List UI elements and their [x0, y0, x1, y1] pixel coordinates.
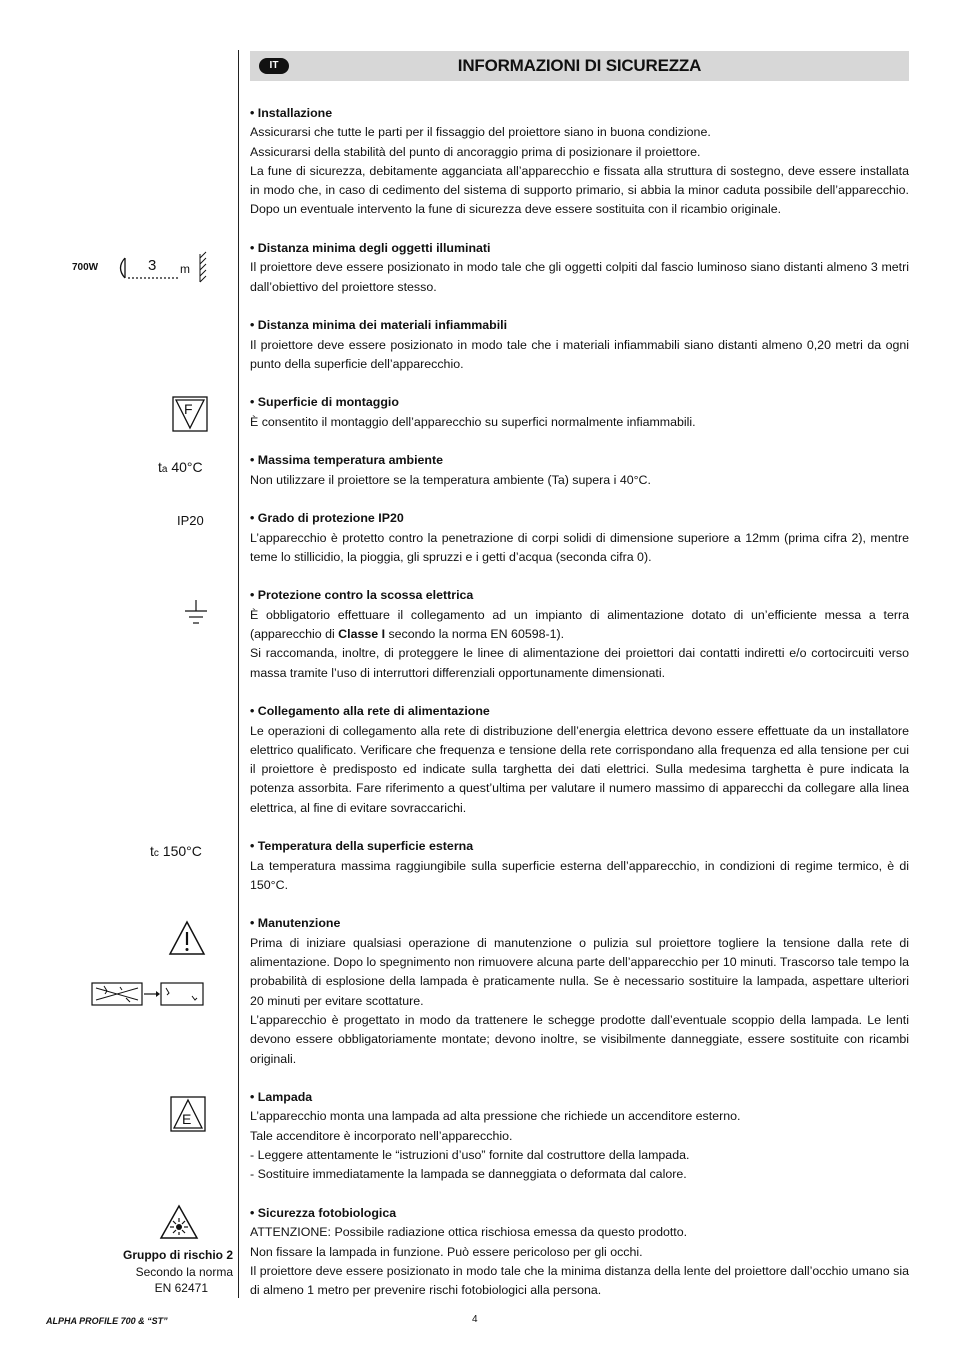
section-power-connection [250, 702, 909, 818]
language-badge: IT [259, 58, 289, 74]
distance-value: 3 [148, 257, 157, 274]
section-paragraph: Assicurarsi che tutte le parti per il fissaggio del proiettore siano in buona condizione. [250, 125, 711, 140]
section-max-ambient-temp [250, 451, 909, 490]
f-mark-symbol [172, 396, 208, 437]
power-label: 700W [72, 262, 99, 273]
page-header [250, 51, 909, 81]
optical-radiation-warning-icon [159, 1204, 199, 1245]
section-paragraph: Non utilizzare il proiettore se la temperatura ambiente (Ta) supera i 40°C. [250, 472, 651, 487]
projector-beam-icon [72, 248, 212, 288]
min-distance-symbol [72, 248, 212, 288]
section-title: • Protezione contro la scossa elettrica [250, 588, 474, 603]
page-title: INFORMAZIONI DI SICUREZZA [457, 56, 702, 75]
section-title: • Temperatura della superficie esterna [250, 839, 474, 854]
section-paragraph: Le operazioni di collegamento alla rete di distribuzione dell’energia elettrica devono essere effettuate da un installatore elettrico qualificato. Verificare che frequenza e tensione della rete corrispondano alla frequenza ed alla tensione per cui il proiettore è predisposto ed indicate sulla targhetta dei dati elettrici. Sulla medesima targhetta è pure indicata la potenza assorbita. Fare riferimento a quest’ultima per valutare il numero massimo di apparecchi da collegare alla linea elettrica, al fine di evitare sovraccarichi. [250, 723, 909, 815]
f-mark-letter: F [184, 401, 193, 417]
section-paragraph: È consentito il montaggio dell’apparecchio su superfici normalmente infiammabili. [250, 414, 696, 429]
section-paragraph: La fune di sicurezza, debitamente agganciata all’apparecchio e fissata alla struttura di sostegno, deve essere installata in modo che, in caso di cedimento del sistema di supporto primario, si abbia la minor caduta possibile dell’apparecchio. Dopo un eventuale intervento la fune di sicurezza deve essere sostituita con il ricambio originale. [250, 163, 909, 217]
surface-temperature-label: tc 150°C [150, 843, 202, 859]
footer-page-number: 4 [472, 1314, 478, 1325]
risk-group-norm-line2: EN 62471 [154, 1281, 208, 1295]
section-title: • Sicurezza fotobiologica [250, 1205, 397, 1220]
ip-rating-label: IP20 [177, 513, 204, 528]
section-installation [250, 104, 909, 220]
warning-triangle-icon [168, 920, 206, 961]
section-title: • Manutenzione [250, 916, 341, 931]
section-title: • Grado di protezione IP20 [250, 511, 404, 526]
ambient-temperature-label: ta 40°C [158, 459, 203, 475]
section-paragraph: L’apparecchio è protetto contro la penetrazione di corpi solidi di dimensione superiore a 12mm (prima cifra 2), mentre teme lo stillicidio, la pioggia, gli spruzzi e i getti d’acqua (seconda cifra 0). [250, 530, 909, 564]
section-paragraph: Non fissare la lampada in funzione. Può essere pericoloso per gli occhi. [250, 1244, 643, 1259]
class-i-label: Classe I [338, 627, 386, 642]
section-paragraph: Prima di iniziare qualsiasi operazione di manutenzione o pulizia sul proiettore togliere la tensione dalla rete di alimentazione. Dopo lo spegnimento non rimuovere alcuna parte dell’apparecchio per 10 minuti. Trascorso tale tempo la probabilità di esplosione della lampada è praticamente nulla. Se è necessario sostituire la lampada, aspettare ulteriori 20 minuti per evitare scottature. [250, 935, 909, 1008]
section-title: • Superficie di montaggio [250, 395, 399, 410]
section-title: • Lampada [250, 1090, 313, 1105]
section-mounting-surface [250, 393, 909, 432]
broken-lamp-replacement-icon [90, 978, 208, 1015]
section-paragraph: Tale accenditore è incorporato nell’apparecchio. [250, 1128, 513, 1143]
section-title: • Distanza minima dei materiali infiammabili [250, 318, 508, 333]
section-title: • Collegamento alla rete di alimentazione [250, 704, 490, 719]
risk-group-norm-line1: Secondo la norma [135, 1264, 233, 1279]
section-paragraph: ATTENZIONE: Possibile radiazione ottica rischiosa emessa da questo prodotto. [250, 1225, 688, 1240]
safety-content [250, 104, 909, 1300]
section-paragraph: Il proiettore deve essere posizionato in modo tale che la minima distanza della lente del proiettore dall’occhio umano sia di almeno 1 metro per prevenire rischi fotobiologici alla persona. [250, 1263, 909, 1298]
section-photobiological-safety [250, 1204, 909, 1300]
section-title: • Massima temperatura ambiente [250, 453, 444, 468]
e-mark-symbol [170, 1096, 206, 1137]
footer-product-name: ALPHA PROFILE 700 & “ST” [46, 1316, 168, 1326]
section-paragraph: L’apparecchio è progettato in modo da trattenere le schegge prodotte dall’eventuale scoppio della lampada. Le lenti devono essere obbligatoriamente montate; devono inoltre, se visibilmente danneggiate, essere sostituite con ricambi originali. [250, 1012, 909, 1066]
section-paragraph: - Sostituire immediatamente la lampada se danneggiata o deformata dal calore. [250, 1167, 687, 1182]
section-paragraph: - Leggere attentamente le “istruzioni d’uso” fornite dal costruttore della lampada. [250, 1148, 690, 1163]
margin-divider-line [238, 50, 239, 1298]
risk-group-caption [100, 1247, 233, 1297]
section-paragraph: Il proiettore deve essere posizionato in modo tale che gli oggetti colpiti dal fascio luminoso siano distanti almeno 3 metri dall’obiettivo del proiettore stesso. [250, 260, 909, 294]
e-mark-letter: E [182, 1111, 192, 1127]
section-ip-protection [250, 509, 909, 567]
section-paragraph: Il proiettore deve essere posizionato in modo tale che i materiali infiammabili siano distanti almeno 0,20 metri da ogni punto della superficie dell’apparecchio. [250, 337, 909, 371]
section-paragraph: L’apparecchio monta una lampada ad alta pressione che richiede un accenditore esterno. [250, 1109, 741, 1124]
section-min-distance-flammable [250, 316, 909, 374]
section-lamp [250, 1088, 909, 1184]
section-paragraph: Assicurarsi della stabilità del punto di ancoraggio prima di posizionare il proiettore. [250, 144, 701, 159]
section-surface-temperature [250, 837, 909, 895]
section-paragraph: Si raccomanda, inoltre, di proteggere le linee di alimentazione dei proiettori dai contatti indiretti e/o cortocircuiti verso massa tramite l’uso di interruttori differenziali opportunamente dimensionati. [250, 646, 909, 680]
earth-ground-icon [183, 598, 209, 633]
section-paragraph: La temperatura massima raggiungibile sulla superficie esterna dell’apparecchio, in condizioni di regime termico, è di 150°C. [250, 858, 909, 892]
section-title: • Installazione [250, 106, 333, 120]
distance-unit: m [180, 262, 190, 276]
section-paragraph: È obbligatorio effettuare il collegamento ad un impianto di alimentazione dotato di un’efficiente messa a terra (apparecchio di Classe I secondo la norma EN 60598-1). [250, 607, 909, 642]
section-min-distance-objects [250, 239, 909, 297]
section-maintenance [250, 914, 909, 1068]
section-title: • Distanza minima degli oggetti illuminati [250, 241, 491, 256]
risk-group-title: Gruppo di rischio 2 [122, 1248, 233, 1262]
section-electric-shock [250, 586, 909, 682]
